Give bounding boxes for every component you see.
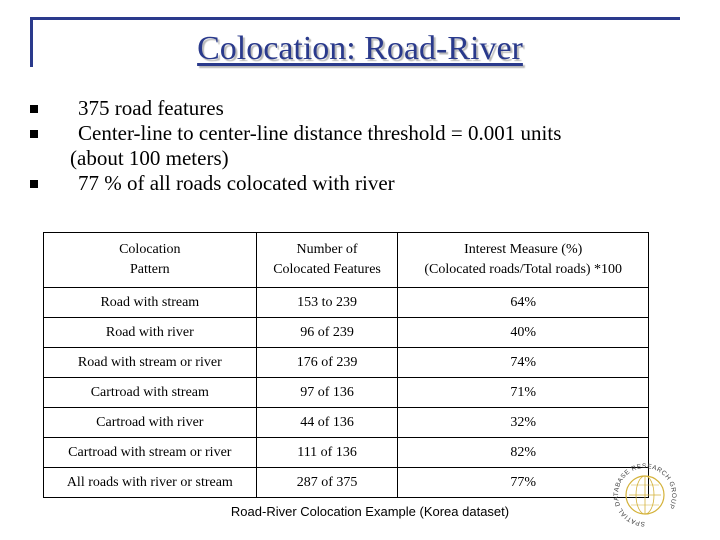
header-count-line2: Colocated Features — [273, 262, 381, 277]
bullet-text-continued: (about 100 meters) — [70, 146, 229, 170]
cell-count: 96 of 239 — [256, 318, 398, 348]
research-group-logo-icon — [605, 460, 685, 530]
cell-pattern: Cartroad with stream — [44, 378, 257, 408]
cell-measure: 82% — [398, 438, 649, 468]
header-measure-line1: Interest Measure (%) — [464, 242, 583, 257]
table-row — [44, 348, 649, 378]
cell-pattern: All roads with river or stream — [44, 468, 257, 498]
cell-count: 44 of 136 — [256, 408, 398, 438]
header-count-line1: Number of — [296, 242, 358, 257]
cell-pattern: Cartroad with river — [44, 408, 257, 438]
bullet-item — [30, 171, 700, 196]
bullet-text: Center-line to center-line distance threshold = 0.001 units — [78, 121, 562, 145]
cell-count: 111 of 136 — [256, 438, 398, 468]
cell-measure: 77% — [398, 468, 649, 498]
cell-count: 153 to 239 — [256, 288, 398, 318]
cell-measure: 32% — [398, 408, 649, 438]
table-row — [44, 378, 649, 408]
table-row — [44, 438, 649, 468]
title-frame-top — [32, 17, 680, 20]
header-count — [256, 233, 398, 288]
square-bullet-icon — [30, 105, 38, 113]
header-pattern-line1: Colocation — [119, 242, 181, 257]
cell-count: 176 of 239 — [256, 348, 398, 378]
header-measure-line2: (Colocated roads/Total roads) *100 — [424, 262, 623, 277]
table-row — [44, 288, 649, 318]
bullet-text: 375 road features — [78, 96, 224, 120]
square-bullet-icon — [30, 130, 38, 138]
cell-measure: 40% — [398, 318, 649, 348]
header-pattern — [44, 233, 257, 288]
cell-pattern: Road with stream — [44, 288, 257, 318]
cell-pattern: Road with river — [44, 318, 257, 348]
cell-measure: 71% — [398, 378, 649, 408]
square-bullet-icon — [30, 180, 38, 188]
cell-count: 287 of 375 — [256, 468, 398, 498]
table-row — [44, 408, 649, 438]
cell-pattern: Road with stream or river — [44, 348, 257, 378]
bullet-item — [30, 96, 700, 121]
colocation-table — [43, 232, 649, 498]
bullet-item — [30, 121, 700, 171]
header-pattern-line2: Pattern — [129, 262, 170, 277]
table-row — [44, 318, 649, 348]
cell-pattern: Cartroad with stream or river — [44, 438, 257, 468]
slide-title: Colocation: Road-River — [197, 30, 523, 67]
bullet-text: 77 % of all roads colocated with river — [78, 171, 395, 195]
cell-count: 97 of 136 — [256, 378, 398, 408]
bullet-list — [30, 96, 700, 196]
cell-measure: 64% — [398, 288, 649, 318]
cell-measure: 74% — [398, 348, 649, 378]
table-row — [44, 468, 649, 498]
table-caption: Road-River Colocation Example (Korea dataset) — [230, 504, 510, 519]
table-header-row — [44, 233, 649, 288]
logo-ring-text: SPATIAL DATABASE RESEARCH GROUP — [613, 462, 678, 528]
header-measure — [398, 233, 649, 288]
